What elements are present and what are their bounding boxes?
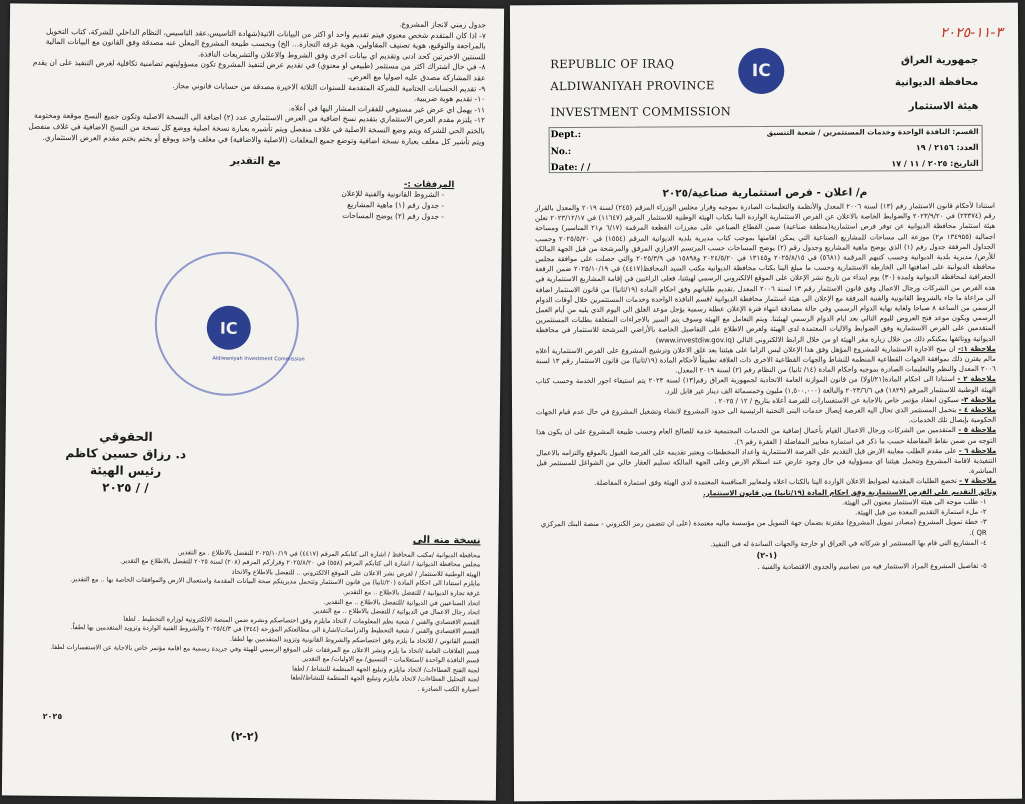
copy-item: اتحاد الصناعيين في الديوانية /للتفضل بالاطلاع .. مع التقدير. xyxy=(323,597,480,607)
header-province-en: ALDIWANIYAH PROVINCE xyxy=(550,78,715,94)
commission-logo: IC xyxy=(738,48,784,94)
paragraph: ٨- في حال اشتراك اكثر من مستثمر (طبيعي او معنوي) في تقديم عرض لتنفيذ المشروع تكون مسؤوليتهم تضامنية تكافلية لغرض التنفيذ على ان يقدم عقد المشاركة مصدق عليه اصوليا مع العرض. xyxy=(32,58,486,83)
note-label: ملاحظة ٤ - xyxy=(958,405,997,415)
header-commission-en: INVESTMENT COMMISSION xyxy=(550,104,732,120)
note-text: سيكون انعقاد مؤتمر خاص بالاجابة عن الاستفسارات للفرصة أعلاه بتاريخ / ١٢ / ٢٠٢٥ . xyxy=(714,395,959,406)
note-item xyxy=(536,374,996,397)
document-item: ٢- ملء استمارة التقديم المعدة من قبل الهيئة. xyxy=(855,507,987,517)
copy-item: لجنة التحليل العطاءات/ لاتخاذ مايلزم وتبليغ الجهة المنظمة للنشاط/لطفا xyxy=(290,673,480,684)
note-label: ملاحظة ١:- xyxy=(957,344,996,353)
note-item xyxy=(536,405,996,428)
signature-title: الحقوقي xyxy=(99,429,153,444)
announcement-title: م/ اعلان - فرص استثمارية صناعية/٢٠٢٥ xyxy=(662,186,868,200)
document-item: ١- طلب موجه الى هيئة الاستثمار معنون الى الهيئة. xyxy=(841,497,987,507)
note-text: المتقدمين من الشركات ورجال الاعمال القيام بأعمال إضافية من الخدمات المجتمعية خدمة للصالح العام وحسب طبيعة المشروع على ان يكون هذا التوجه من ضمن نقاط المفاضلة حسب ما ذكر في استمارة معايير المفاضلة ( الفقرة رقم ٦). xyxy=(536,426,997,446)
header-country-en: REPUBLIC OF IRAQ xyxy=(550,56,675,72)
paragraph: ٩- تقديم الحسابات الختامية للشركة المتقدمة للسنوات الثلاثة الاخيرة مصدقة من حسابات قانوني مجاز. xyxy=(172,80,486,93)
attachment-item: - جدول رقم (٢) يوضح المساحات xyxy=(342,210,445,221)
note-label: ملاحظة ٢ - xyxy=(957,375,996,384)
note-text: استنادا الى احكام المادة(٢١/اولا) من قانون الموازنة العامة الاتحادية لجمهورية العراق رقم(١٣) لسنة ٢٠٢٣ يتم استيفاء اجور الخدمة وحسب كتاب الهيئة الوطنية للاستثمار المرقم (١٨٢٩) في ٢٠٢٣/٦/٦ والبالغة (١,٥٠٠,٠٠٠) مليون وخمسمائة الف دينار غير قابل للرد. xyxy=(535,375,996,396)
copies-section xyxy=(21,532,481,695)
page-number: (١-٢) xyxy=(756,550,778,560)
paragraph: ١٠- تقديم هوية ضريبية. xyxy=(413,93,486,104)
copy-item: اتحاد رجال الاعمال في الديوانية / للتفضل بالاطلاع .. مع التقدير. xyxy=(312,606,480,617)
dept-value: القسم: النافذة الواحدة وخدمات المستثمرين / شعبة التنسيق xyxy=(766,126,979,137)
note-text: تخضع الطلبات المقدمة لضوابط الاعلان الواردة الينا بالكتاب اعلاه ولمعايير المنافسة المعتمدة لدى الهيئة وفق استمارة المفاضلة. xyxy=(594,477,957,488)
dept-label: Dept.: xyxy=(550,129,582,141)
note-label: ملاحظة ٥ - xyxy=(958,426,997,435)
copy-item: مايلزم استنادا الى احكام المادة (٢٠/ثانيا) من قانون الاستثمار وتتحمل مديريتكم صحة البيانات المقدمة واستعمال الارض والموافقات الخاصة بها .. مع التقدير. xyxy=(70,575,481,588)
closing-text: مع التقدير xyxy=(230,155,281,168)
paragraph: ١٢- يلتزم مقدم العرض الاستثماري بتقديم نسخ اضافية من العرض الاستثماري عدد (٢) اضافة الى النسخة الاصلية وتكون جميع النسخ موقعة ومختومة بالختم الحي للشركة ويتم وضع النسخة الاصلية في غلاف منفصل ويتم تأشيره بعبارة نسخة اصلية ووضع كل نسخة من النسخ الاضافية في غلاف منفصل ويتم تأشير كل مغلف بعبارة نسخة اضافية وتوضع جميع المغلفات (الاصلية والاضافية) في مغلف واحد ويوقع أو يختم بختم مقدم العرض الاستثماري. xyxy=(28,111,486,146)
document-item: ٤- المشاريع التي قام بها المستثمر او شركاته في العراق او خارجة والجهات الساندة له في التنفيذ. xyxy=(710,538,987,548)
paragraph: ٧- اذا كان المتقدم شخص معنوي فيتم تقديم واحد او اكثر من البيانات الاتية(شهادة التاسيس،عقد التاسيس، النظام الداخلي للشركة، كتاب التخويل بالمراجعة والتوقيع، هوية تصنيف المقاولين، هوية غرفة التجارة... الخ) وبحسب طبيعة المشروع المعلن عنه مصدقة وفق القانون مع البيانات المالية للسنتين الاخيرتين كحد ادنى وتقديم اي بيانات اخرى وفق الشروط والاعلان والتشريعات النافذة. xyxy=(45,26,486,62)
note-item xyxy=(536,344,996,377)
main-paragraph: استنادا لأحكام قانون الاستثمار رقم (١٣) لسنة ٢٠٠٦ المعدل والأنظمة والتعليمات الصادرة بموجبه وقرار مجلس الوزراء المرقم (٢٤٥) لسنة ٢٠١٩ والمعدل بالقرار رقم (٢٣٣٧٤) في ٢٠٢٣/٩/٢٠ والضوابط الخاصة بالاعلان عن الفرص الاستثمارية الواردة الينا بكتاب الهيئة الوطنية للاستثمار المرقم (١١٦٤٧) في ٢٠٢٣/١٢/١٧ تعلن هيئة استثمار محافظة الديوانية عن توفر فرص استثمارية(منطقة صناعية) ضمن القطاع الصناعي على مفرزات القطعة المرقمة (٦/١٧ م٢١ المناسير) ومساحة اجمالية (١٣٤٩٥٥ م٢) موزعة الى مساحات للمشاريع الصناعية التي يمكن اقامتها بموجب كتاب مديرية بلدية الديوانية المرقم (١٥٥٤) في ٢٠٢٥/٥/٢٠ وحسب الجداول المرفقة جدول رقم (١) الذي يوضح ماهية المشاريع وجدول رقم (٢) يوضح المساحات حسب المرتسم الافرازي المرفق والمرشحة من قبل الجهة المالكة للأرض/ مديرية بلدية الديوانية وحسب كتبهم المرقمة (٥٦٨١) في ٢٠٢٥/٨/١٥ و١٣١٤٥ في ٢٠٢٤/٥/٢٠ و١٥٨٩٨ في ٢٠٢٥/٣/٩ والتي حصلت على موافقة مجلس محافظة الديوانية على اضافتها الى الخارطة الاستثمارية وحسب ما مبلغ الينا بكتاب محافظة الديوانية مكتب السيد المحافظ(٤٤١٧) في ٢٠٢٥/١٠/١٩ ضمن الرقعة الجغرافية لمحافظة الديوانية ولمدة (٣٠) يوم ابتداء من تاريخ نشر الإعلان على الموقع الالكتروني الرسمي لهيئتنا، فعلى الراغبين في إقامة المشاريع الاستثمارية في هذه الفرص من الشركات ورجال الاعمال وفق قانون الاستثمار رقم ١٣ لسنة ٢٠٠٦ المعدل ,تقديم طلباتهم وفق احكام المادة (١٩/ثانيا) من قانون الاستثمار اضافة الى مراعاة ما جاء بالشروط القانونية والفنية المرفقة مع الإعلان الى هيئة استثمار محافظة الديوانية /قسم النافذة الواحدة وخدمات المستثمرين خلال أوقات الدوام الرسمي من الساعة ٨ صباحا ولغاية نهاية الدوام الرسمي وفي حالة مصادفة انتهاء فترة الإعلان عطلة رسمية يؤجل موعد الغلق الى اليوم الذي يليه من أيام العمل الرسمي ويكون موعد فتح العروض لليوم التالي بعد ايام الدوام الرسمي لهيئتنا. ويتم التعامل مع الهيئة وسوف يتم السير بالاجراءات المتعلقة بطلبات المستثمرين المتقدمين على الفرص الاستثمارية وفق الضوابط والاليات المعتمدة لدى الهيئة ولغرض الاطلاع على التفاصيل الخاصة بالأراضي المرشحة للاستثمار في محافظة الديوانية ووثائقها يمكنكم ذلك من خلال زيارة مقر الهيئة او من خلال الرابط الالكتروني التالي (www.investdiw.gov.iq) xyxy=(534,201,996,345)
note-item xyxy=(536,425,996,448)
note-text: يتحمل المستثمر الذي تحال اليه الفرصة إيصال خدمات البنى التحتية الرئيسية الى حدود المشروع لانشاء وتشغيل المشروع في حال عدم قيام الجهات الحكومية بإيصال تلك الخدمات. xyxy=(536,406,997,425)
page-number: (٢-٢) xyxy=(230,729,259,744)
document-item: ٣- خطة تمويل المشروع (مصادر تمويل المشروع) مقترنة بضمان جهة التمويل من مؤسسة ماليه معتمدة (على ان تتضمن رمز الكتروني - منصة البنك المركزي QR ). xyxy=(540,518,987,537)
copy-item: لجنة الفتح العطاءات/ لاتخاذ مايلزم وتبليغ الجهة المنظمة للنشاط / لطفا xyxy=(292,664,480,675)
note-label: ملاحظة ٦ - xyxy=(958,446,997,455)
document-page-left xyxy=(2,3,504,800)
copies-title: نسخة منه الى xyxy=(412,534,481,547)
commission-logo: IC xyxy=(207,306,251,350)
header-commission-ar: هيئة الاستثمار xyxy=(908,100,979,113)
copy-item: مجلس محافظة الديوانية / اشارة الى كتابكم المرقم (٥٥٨) في ٢٠٢٥/٨/٢٠ وقراركم المرقم (٢٠٨) لسنة ٢٠٢٥ للتفضل بالاطلاع مع التقدير. xyxy=(119,556,481,569)
document-page-right xyxy=(510,3,1022,802)
number-label: No.: xyxy=(550,147,572,158)
attachment-item: - جدول رقم (١) ماهية المشاريع xyxy=(347,199,445,210)
copy-item: القسم الاقتصادي والفني / شعبة نظم المعلومات / لاتخاذ مايلزم وفق اختصاصكم ونشره ضمن المنصة الالكترونية لوزارة التخطيط . لطفا xyxy=(123,614,480,627)
year-text: ٢٠٢٥ xyxy=(42,711,63,722)
copy-item: قسم النافذة الواحدة /استعلامات - التنسيق/ مع الاوليات/ مع التقدير. xyxy=(300,654,480,665)
header-province-ar: محافظة الديوانية xyxy=(894,76,979,89)
number-value: العدد: ٢١٥٦ / ١٩ xyxy=(915,142,979,153)
stamp-caption: Aldiwaniyah Investment Commission xyxy=(212,355,305,363)
header-country-ar: جمهورية العراق xyxy=(900,54,979,67)
note-text: ان منح الاجازة الاستثمارية للمشروع المؤهل وفق هذا الإعلان ليس الزاما على هيئتنا بعد غلق الاعلان وترشيح المشروع على الفرص الاستثمارية أعلاه مالم يقترن ذلك بموافقة الجهات القطاعية المنظمة للنشاط والجهات القطاعية الاخرى ذات العلاقة تطبيقاً لأحكام المادة (١٩/ثانيا) من قانون الاستثمار رقم ١٣ لسنة ٢٠٠٦ المعدل والنظم والتعليمات الصادرة بموجبه واحكام المادة (١٤/ ثانيا) من النظام رقم (٢) لسنة ٢٠١٩ المعدل. xyxy=(535,344,996,375)
document-item: ٥- تفاصيل المشروع المراد الاستثمار فيه من تصاميم والجدوى الاقتصادية والفنية . xyxy=(757,561,987,571)
attachments-title: المرفقات :- xyxy=(403,179,455,190)
handwritten-note: ٣-١١-٢٠٢٥ xyxy=(940,24,1003,42)
signatory-role: رئيس الهيئة xyxy=(89,463,162,479)
note-item xyxy=(536,446,996,479)
note-text: على مقدم الطلب معاينة الارض قبل التقديم على الفرصة الاستثمارية واعداد المخططات ويعتبر تقديمه على الفرصة القبول بالموقع والتزامه بالاعمال التنفيذية لاقامة المشروع وتتحمل هيئتنا اي مسؤولية في حال وجود عارض عند استلام الارض وعلى الجهة المالكة تسليم العقار خالي من الشواغل للمستثمر قبل المباشرة. xyxy=(536,446,997,476)
signature-date: / / ٢٠٢٥ xyxy=(102,480,149,495)
note-label: ملاحظة ٧ - xyxy=(959,477,997,486)
copy-item: اضبارة الكتب الصادرة . xyxy=(417,684,480,694)
copy-item: الهيئة الوطنية للاستثمار / لغرض نشر الاعلان على الموقع الالكتروني .. للتفضل بالاطلاع والاتخاذ xyxy=(231,567,481,579)
right-page-body xyxy=(535,201,997,573)
copy-item: غرفة تجارة الديوانية / للتفضل بالاطلاع .. مع التقدير. xyxy=(342,587,481,598)
date-value: التاريخ: ٢٠٢٥ / ١١ / ١٧ xyxy=(891,158,979,169)
copy-item: القسم الاقتصادي والفني / شعبة التخطيط والدراسات/اشارة الى مطالعتكم المؤرخة (٣٤٤) في ٢٠٢٥/٤/٣ والشروط الفنية الواردة وتزويد المتقدمين بها لطفاً. xyxy=(70,623,480,636)
copy-item: القسم القانوني / للاتخاذ ما يلزم وفق اختصاصكم والشروط القانونية وتزويد المتقدمين بها لطفا. xyxy=(229,634,480,646)
documents-title: وثائق التقديم على الفرص الاستثمارية وفق احكام المادة (١٩/ثانيا) من قانون الاستثمار. xyxy=(703,487,997,498)
left-page-body xyxy=(26,16,486,223)
copy-item: قسم العلاقات العامة /اتخاذ ما يلزم ونشر الاعلان مع المرفقات على الموقع الرسمي للهيئة وفي جريدة رسمية مع اقامة مؤتمر خاص بالاجابة عن الاستفسارات لطفا. xyxy=(50,642,480,655)
date-label: Date: / / xyxy=(550,162,591,174)
signatory-name: د. رزاق حسين كاظم xyxy=(65,446,187,462)
attachment-item: - الشروط القانونية والفنية للإعلان xyxy=(341,189,445,200)
signature-block xyxy=(65,428,186,497)
paragraph: ١١- يهمل اي عرض غير مستوفي للفقرات المشار اليها في أعلاه. xyxy=(288,103,486,115)
note-label: ملاحظة ٣- xyxy=(961,395,997,404)
paragraph: جدول زمني لانجاز المشروع. xyxy=(399,19,487,30)
copy-item: محافظة الديوانية /مكتب المحافظ / اشارة الى كتابكم المرقم (٤٤١٧) في ٢٠٢٥/١٠/١٩ للتفضل بالاطلاع . مع التقدير. xyxy=(177,547,481,559)
